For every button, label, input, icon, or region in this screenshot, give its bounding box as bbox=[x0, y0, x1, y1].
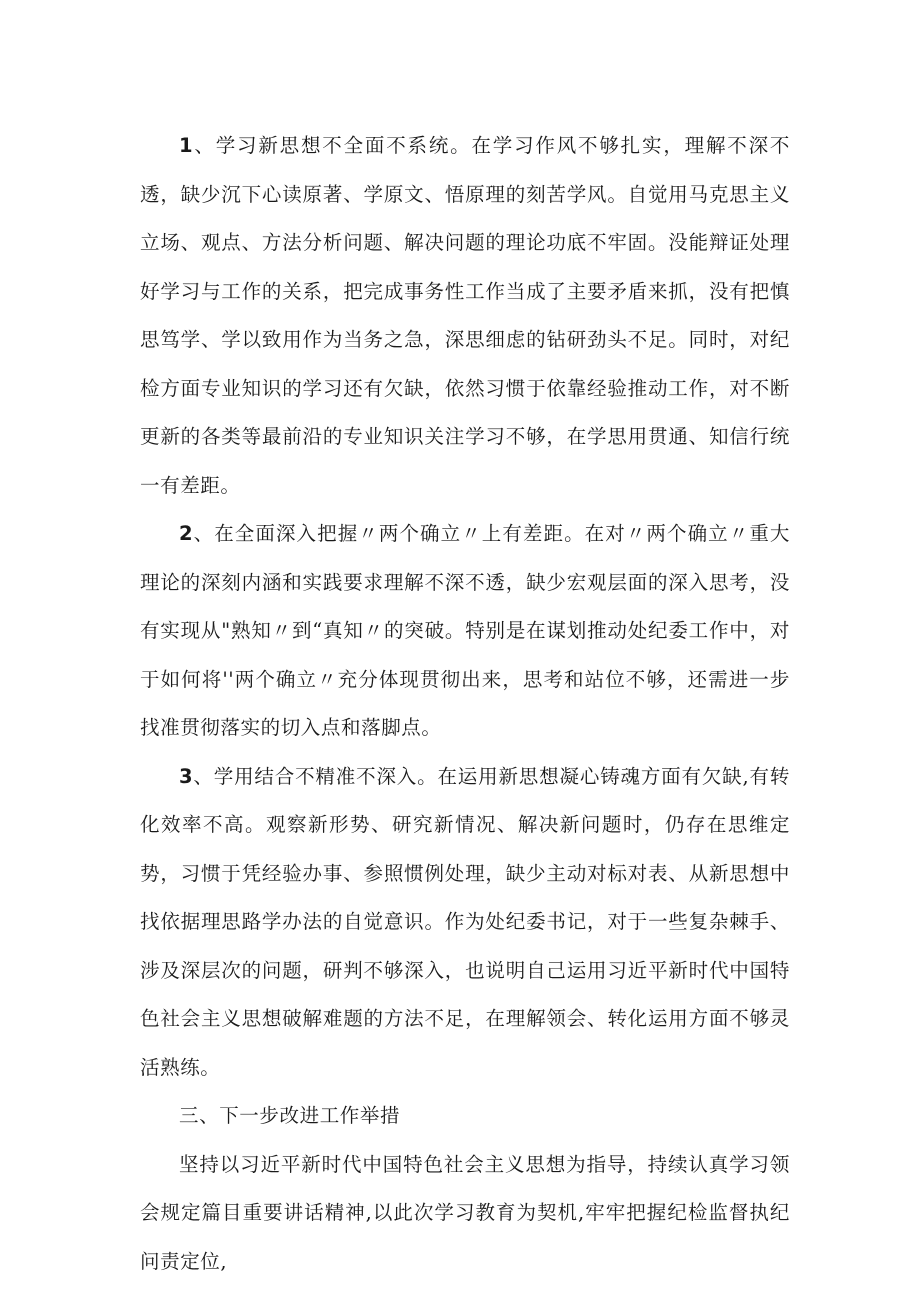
paragraph-2 bbox=[140, 510, 790, 753]
paragraph-1-text: 、学习新思想不全面不系统。在学习作风不够扎实，理解不深不透，缺少沉下心读原著、学原文、悟原理的刻苦学风。自觉用马克思主义立场、观点、方法分析问题、解决问题的理论功底不牢固。没能辩证处理好学习与工作的关系，把完成事务性工作当成了主要矛盾来抓，没有把慎思笃学、学以致用作为当务之急，深思细虑的钻研劲头不足。同时，对纪检方面专业知识的学习还有欠缺，依然习惯于依靠经验推动工作，对不断更新的各类等最前沿的专业知识关注学习不够，在学思用贯通、知信行统一有差距。 bbox=[140, 134, 790, 497]
document-body bbox=[140, 122, 790, 1286]
paragraph-3-number: 3 bbox=[179, 764, 194, 788]
paragraph-2-text: 、在全面深入把握〃两个确立〃上有差距。在对〃两个确立〃重大理论的深刻内涵和实践要求理解不深不透，缺少宏观层面的深入思考，没有实现从"熟知〃到“真知〃的突破。特别是在谋划推动处纪委工作中，对于如何将''两个确立〃充分体现贯彻出来，思考和站位不够，还需进一步找准贯彻落实的切入点和落脚点。 bbox=[140, 522, 790, 739]
paragraph-3 bbox=[140, 753, 790, 1093]
paragraph-2-number: 2 bbox=[179, 522, 194, 545]
section-heading: 三、下一步改进工作举措 bbox=[179, 1104, 401, 1127]
paragraph-1-number: 1 bbox=[179, 134, 194, 157]
paragraph-1 bbox=[140, 122, 790, 510]
paragraph-3-text: 、学用结合不精准不深入。在运用新思想凝心铸魂方面有欠缺,有转化效率不高。观察新形势、研究新情况、解决新问题时，仍存在思维定势，习惯于凭经验办事、参照惯例处理，缺少主动对标对表、从新思想中找依据理思路学办法的自觉意识。作为处纪委书记，对于一些复杂棘手、涉及深层次的问题，研判不够深入，也说明自己运用习近平新时代中国特色社会主义思想破解难题的方法不足，在理解领会、转化运用方面不够灵活熟练。 bbox=[140, 764, 790, 1079]
closing-paragraph: 坚持以习近平新时代中国特色社会主义思想为指导，持续认真学习领会规定篇目重要讲话精神,以此次学习教育为契机,牢牢把握纪检监督执纪问责定位, bbox=[140, 1152, 790, 1273]
